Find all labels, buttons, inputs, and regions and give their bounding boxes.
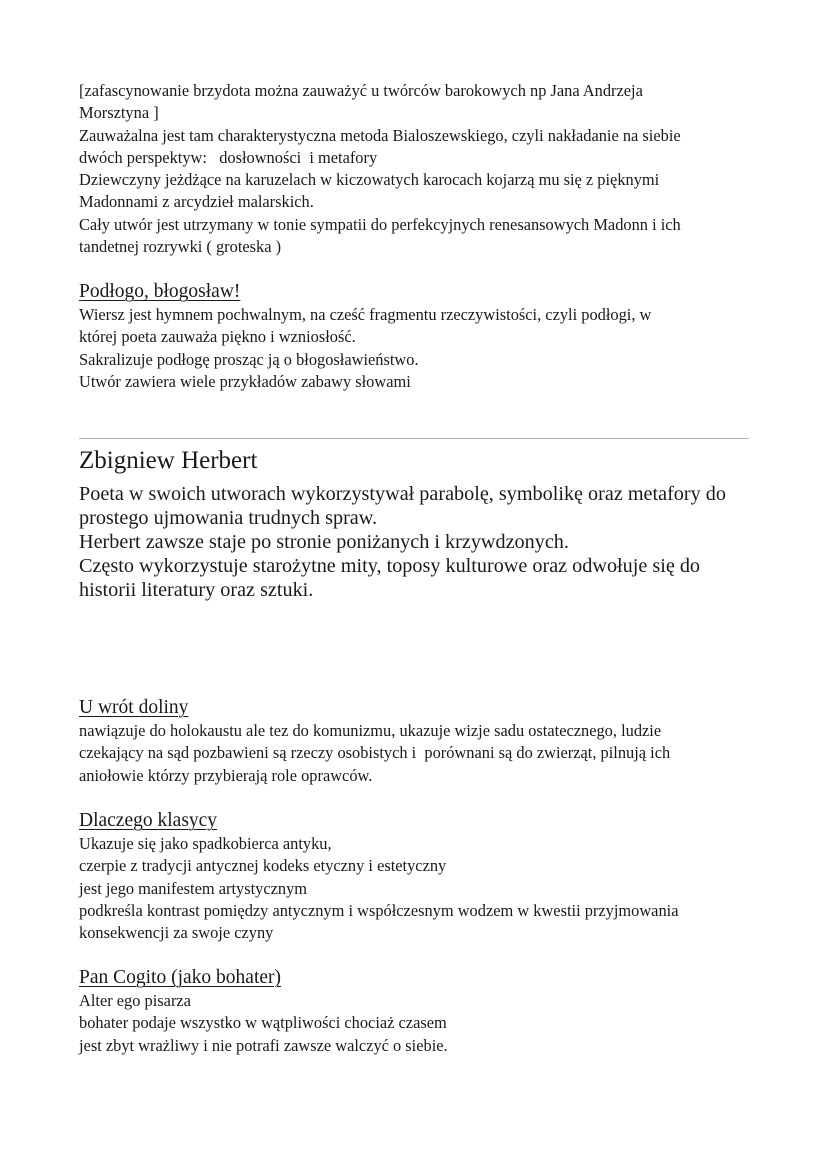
cogito-section — [79, 966, 448, 1057]
section-line: bohater podaje wszystko w wątpliwości chociaż czasem — [79, 1013, 447, 1033]
herbert-section — [79, 446, 726, 602]
intro-line: Madonnami z arcydzieł malarskich. — [79, 192, 314, 212]
author-line: Często wykorzystuje starożytne mity, toposy kulturowe oraz odwołuje się do — [79, 555, 701, 577]
section-line: Wiersz jest hymnem pochwalnym, na cześć fragmentu rzeczywistości, czyli podłogi, w — [79, 305, 652, 324]
intro-line: Morsztyna ] — [79, 103, 159, 123]
intro-line: Dziewczyny jeżdżące na karuzelach w kiczowatych karocach kojarzą mu się z pięknymi — [79, 170, 660, 190]
section-divider — [79, 438, 749, 439]
section-heading: Podłogo, błogosław! — [79, 281, 241, 302]
author-line: historii literatury oraz sztuki. — [79, 579, 314, 601]
u-wrot-section — [79, 696, 670, 787]
author-line: prostego ujmowania trudnych spraw. — [79, 507, 378, 529]
section-line: Ukazuje się jako spadkobierca antyku, — [79, 834, 332, 853]
author-title: Zbigniew Herbert — [79, 447, 258, 474]
section-line: konsekwencji za swoje czyny — [79, 923, 274, 943]
section-line: czerpie z tradycji antycznej kodeks etyczny i estetyczny — [79, 856, 447, 876]
section-line: jest zbyt wrażliwy i nie potrafi zawsze walczyć o siebie. — [79, 1035, 448, 1055]
section-line: czekający na sąd pozbawieni są rzeczy osobistych i porównani są do zwierząt, pilnują ich — [79, 743, 671, 763]
section-line: aniołowie którzy przybierają role oprawców. — [79, 765, 373, 785]
intro-line: [zafascynowanie brzydota można zauważyć u twórców barokowych np Jana Andrzeja — [79, 81, 643, 100]
podlogo-section — [79, 280, 651, 393]
intro-line: tandetnej rozrywki ( groteska ) — [79, 237, 282, 257]
author-line: Poeta w swoich utworach wykorzystywał parabolę, symbolikę oraz metafory do — [79, 483, 726, 505]
section-line: Alter ego pisarza — [79, 991, 191, 1010]
intro-line: Cały utwór jest utrzymany w tonie sympatii do perfekcyjnych renesansowych Madonn i ich — [79, 214, 681, 234]
section-heading: Dlaczego klasycy — [79, 810, 218, 831]
intro-line: dwóch perspektyw: dosłowności i metafory — [79, 147, 378, 167]
section-line: Sakralizuje podłogę prosząc ją o błogosławieństwo. — [79, 349, 419, 369]
section-line: Utwór zawiera wiele przykładów zabawy słowami — [79, 371, 411, 391]
intro-line: Zauważalna jest tam charakterystyczna metoda Bialoszewskiego, czyli nakładanie na siebie — [79, 125, 681, 145]
section-line: której poeta zauważa piękno i wzniosłość. — [79, 327, 356, 347]
section-heading: Pan Cogito (jako bohater) — [79, 967, 281, 988]
dlaczego-section — [79, 809, 678, 944]
section-line: podkreśla kontrast pomiędzy antycznym i współczesnym wodzem w kwestii przyjmowania — [79, 900, 679, 920]
section-heading: U wrót doliny — [79, 697, 189, 718]
section-line: jest jego manifestem artystycznym — [79, 878, 308, 898]
author-line: Herbert zawsze staje po stronie poniżanych i krzywdzonych. — [79, 531, 569, 553]
intro-section — [79, 80, 681, 258]
section-line: nawiązuje do holokaustu ale tez do komunizmu, ukazuje wizje sadu ostatecznego, ludzie — [79, 721, 662, 740]
